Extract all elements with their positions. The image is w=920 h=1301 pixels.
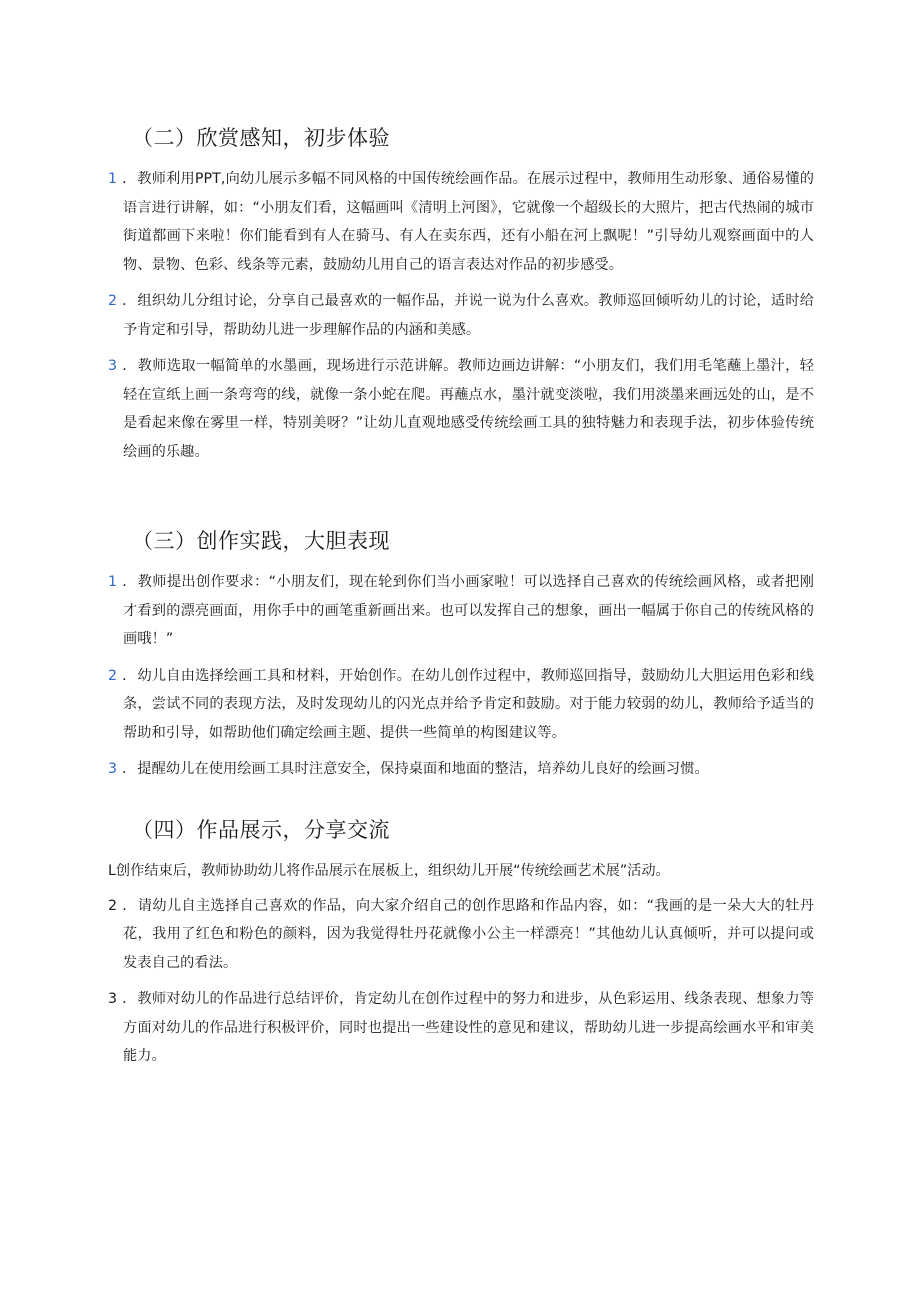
item-number: 3: [108, 991, 118, 1007]
section-creation: [108, 527, 814, 792]
list-item: 2 ．请幼儿自主选择自己喜欢的作品，向大家介绍自己的创作思路和作品内容，如：“我画的是一朵大大的牡丹花，我用了红色和粉色的颜料，因为我觉得牡丹花就像小公主一样漂亮！”其他幼儿认真倾听，并可以提问或发表自己的看法。: [108, 892, 814, 978]
item-text: 教师提出创作要求：“小朋友们，现在轮到你们当小画家啦！可以选择自己喜欢的传统绘画风格，或者把刚才看到的漂亮画面，用你手中的画笔重新画出来。也可以发挥自己的想象，画出一幅属于你自己的传统风格的画哦！”: [123, 574, 814, 647]
item-number: 2: [108, 897, 118, 914]
item-text: 组织幼儿分组讨论，分享自己最喜欢的一幅作品，并说一说为什么喜欢。教师巡回倾听幼儿的讨论，适时给予肯定和引导，帮助幼儿进一步理解作品的内涵和美感。: [123, 293, 815, 338]
list-item: 1 ．教师利用PPT,向幼儿展示多幅不同风格的中国传统绘画作品。在展示过程中，教师用生动形象、通俗易懂的语言进行讲解，如：“小朋友们看，这幅画叫《清明上河图》，它就像一个超级长的大照片，把古代热闹的城市街道都画下来啦！你们能看到有人在骑马、有人在卖东西，还有小船在河上飘呢！”引导幼儿观察画面中的人物、景物、色彩、线条等元素，鼓励幼儿用自己的语言表达对作品的初步感受。: [108, 165, 814, 279]
item-text: 请幼儿自主选择自己喜欢的作品，向大家介绍自己的创作思路和作品内容，如：“我画的是一朵大大的牡丹花，我用了红色和粉色的颜料，因为我觉得牡丹花就像小公主一样漂亮！”其他幼儿认真倾听，并可以提问或发表自己的看法。: [123, 897, 814, 971]
item-text: 幼儿自由选择绘画工具和材料，开始创作。在幼儿创作过程中，教师巡回指导，鼓励幼儿大胆运用色彩和线条，尝试不同的表现方法，及时发现幼儿的闪光点并给予肯定和鼓励。对于能力较弱的幼儿，教师给予适当的帮助和引导，如帮助他们确定绘画主题、提供一些简单的构图建议等。: [123, 667, 815, 741]
item-text: 提醒幼儿在使用绘画工具时注意安全，保持桌面和地面的整洁，培养幼儿良好的绘画习惯。: [137, 761, 709, 777]
item-number: 1: [108, 171, 118, 187]
item-number: 1: [108, 574, 118, 590]
section-heading: （二）欣赏感知，初步体验: [132, 126, 390, 150]
section-heading: （四）作品展示，分享交流: [132, 818, 390, 842]
list-item: 3 ．教师对幼儿的作品进行总结评价，肯定幼儿在创作过程中的努力和进步，从色彩运用、线条表现、想象力等方面对幼儿的作品进行积极评价，同时也提出一些建设性的意见和建议，帮助幼儿进一步提高绘画水平和审美能力。: [108, 985, 814, 1071]
item-number: 2: [108, 293, 118, 309]
list-item: 2 ．组织幼儿分组讨论，分享自己最喜欢的一幅作品，并说一说为什么喜欢。教师巡回倾听幼儿的讨论，适时给予肯定和引导，帮助幼儿进一步理解作品的内涵和美感。: [108, 287, 814, 344]
list-item: 2 ．幼儿自由选择绘画工具和材料，开始创作。在幼儿创作过程中，教师巡回指导，鼓励幼儿大胆运用色彩和线条，尝试不同的表现方法，及时发现幼儿的闪光点并给予肯定和鼓励。对于能力较弱的幼儿，教师给予适当的帮助和引导，如帮助他们确定绘画主题、提供一些简单的构图建议等。: [108, 662, 814, 748]
section-exhibition: [108, 816, 814, 1079]
item-number: 3: [108, 358, 118, 374]
item-text: 教师对幼儿的作品进行总结评价，肯定幼儿在创作过程中的努力和进步，从色彩运用、线条表现、想象力等方面对幼儿的作品进行积极评价，同时也提出一些建设性的意见和建议，帮助幼儿进一步提高绘画水平和审美能力。: [123, 991, 815, 1064]
section-heading: （三）创作实践，大胆表现: [132, 529, 390, 553]
section-intro: L创作结束后，教师协助幼儿将作品展示在展板上，组织幼儿开展“传统绘画艺术展”活动。: [108, 863, 670, 879]
item-text: 教师选取一幅简单的水墨画，现场进行示范讲解。教师边画边讲解：“小朋友们，我们用毛笔蘸上墨汁，轻轻在宣纸上画一条弯弯的线，就像一条小蛇在爬。再蘸点水，墨汁就变淡啦，我们用淡墨来画远处的山，是不是看起来像在雾里一样，特别美呀？”让幼儿直观地感受传统绘画工具的独特魅力和表现手法，初步体验传统绘画的乐趣。: [123, 358, 814, 460]
list-item: 3 ．教师选取一幅简单的水墨画，现场进行示范讲解。教师边画边讲解：“小朋友们，我们用毛笔蘸上墨汁，轻轻在宣纸上画一条弯弯的线，就像一条小蛇在爬。再蘸点水，墨汁就变淡啦，我们用淡墨来画远处的山，是不是看起来像在雾里一样，特别美呀？”让幼儿直观地感受传统绘画工具的独特魅力和表现手法，初步体验传统绘画的乐趣。: [108, 352, 814, 466]
item-number: 3: [108, 761, 118, 777]
list-item: 1 ．教师提出创作要求：“小朋友们，现在轮到你们当小画家啦！可以选择自己喜欢的传统绘画风格，或者把刚才看到的漂亮画面，用你手中的画笔重新画出来。也可以发挥自己的想象，画出一幅属于你自己的传统风格的画哦！”: [108, 568, 814, 654]
item-number: 2: [108, 667, 118, 684]
item-text: 教师利用PPT,向幼儿展示多幅不同风格的中国传统绘画作品。在展示过程中，教师用生动形象、通俗易懂的语言进行讲解，如：“小朋友们看，这幅画叫《清明上河图》，它就像一个超级长的大照片，把古代热闹的城市街道都画下来啦！你们能看到有人在骑马、有人在卖东西，还有小船在河上飘呢！”引导幼儿观察画面中的人物、景物、色彩、线条等元素，鼓励幼儿用自己的语言表达对作品的初步感受。: [123, 171, 814, 273]
section-appreciation: [108, 124, 814, 474]
list-item: 3 ．提醒幼儿在使用绘画工具时注意安全，保持桌面和地面的整洁，培养幼儿良好的绘画习惯。: [108, 755, 814, 784]
